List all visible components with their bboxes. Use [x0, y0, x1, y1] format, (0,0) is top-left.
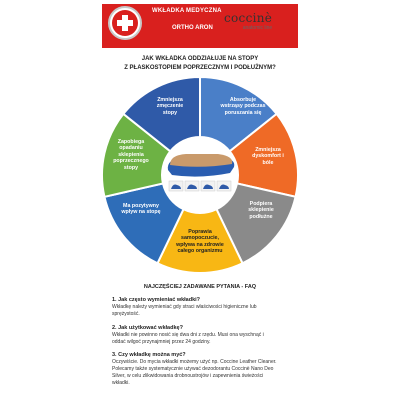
- medical-seal-icon: [108, 6, 142, 40]
- faq-item: [112, 351, 292, 387]
- faq-answer-line: sprężystość.: [112, 311, 140, 317]
- faq-question: 1. Jak często wymieniać wkładki?: [112, 297, 201, 303]
- faq-item: [112, 296, 292, 318]
- badge-subtitle: ORTHO ARON: [172, 25, 213, 31]
- segment-label-wellbeing: Poprawia samopoczucie, wpływa na zdrowie całego organizmu: [176, 229, 224, 255]
- main-heading: [100, 55, 300, 73]
- faq-answer-line: oddać wilgoć przynajmniej przez 24 godziny.: [112, 339, 211, 345]
- faq-answer-line: Polecamy także systematycznie używać dezodorantu Coccinè Nano Deo: [112, 366, 274, 372]
- faq-question: 3. Czy wkładkę można myć?: [112, 352, 186, 358]
- brand-logo: [224, 12, 272, 31]
- insole-icon: [168, 154, 234, 177]
- segment-label-absorbs: Absorbuje wstrząsy podczas poruszania się: [220, 97, 266, 116]
- foot-diagram-icon: [217, 181, 231, 191]
- faq-question: 2. Jak użytkować wkładkę?: [112, 325, 183, 331]
- faq-answer-line: wkładki.: [112, 380, 130, 386]
- faq-answer-line: Oczywiście. Do mycia wkładki możemy użyć np. Coccine Leather Cleaner.: [112, 359, 277, 365]
- foot-diagram-icon: [185, 181, 199, 191]
- faq-answer-line: Wkładkę należy wymieniać gdy straci właściwości higieniczne lub: [112, 304, 257, 310]
- faq-title: NAJCZĘŚCIEJ ZADAWANE PYTANIA - FAQ: [143, 284, 257, 290]
- segment-label-prevents-fall: Zapobiega opadaniu sklepienia poprzecznego stopy: [113, 139, 149, 171]
- heading-line1: JAK WKŁADKA ODDZIAŁUJE NA STOPY: [141, 56, 259, 62]
- foot-diagram-icon: [201, 181, 215, 191]
- segment-label-arch-support: Podpiera sklepienie podłużne: [248, 201, 274, 220]
- benefits-wheel: [100, 75, 300, 275]
- segment-label-fatigue: Zmniejsza zmęczenie stopy: [156, 97, 184, 116]
- brand-name: coccinè: [224, 11, 273, 25]
- faq-answer-line: Silver, w celu zlikwidowania drobnoustrojów i zapewnienia świeżości: [112, 373, 264, 379]
- segment-label-positive-effect: Ma pozytywny wpływ na stopę: [121, 203, 161, 216]
- faq-item: [112, 324, 292, 346]
- heading-line2: Z PŁASKOSTOPIEM POPRZECZNYM I PODŁUŻNYM?: [124, 65, 276, 71]
- brand-sub: anatomic line: [242, 25, 273, 31]
- faq-answer-line: Wkładki nie powinno nosić się dwa dni z rzędu. Musi ona wyschnąć i: [112, 332, 264, 338]
- foot-diagram-icon: [169, 181, 183, 191]
- badge-title: WKŁADKA MEDYCZNA: [152, 8, 222, 14]
- segment-label-discomfort: Zmniejsza dyskomfort i bóle: [252, 147, 284, 166]
